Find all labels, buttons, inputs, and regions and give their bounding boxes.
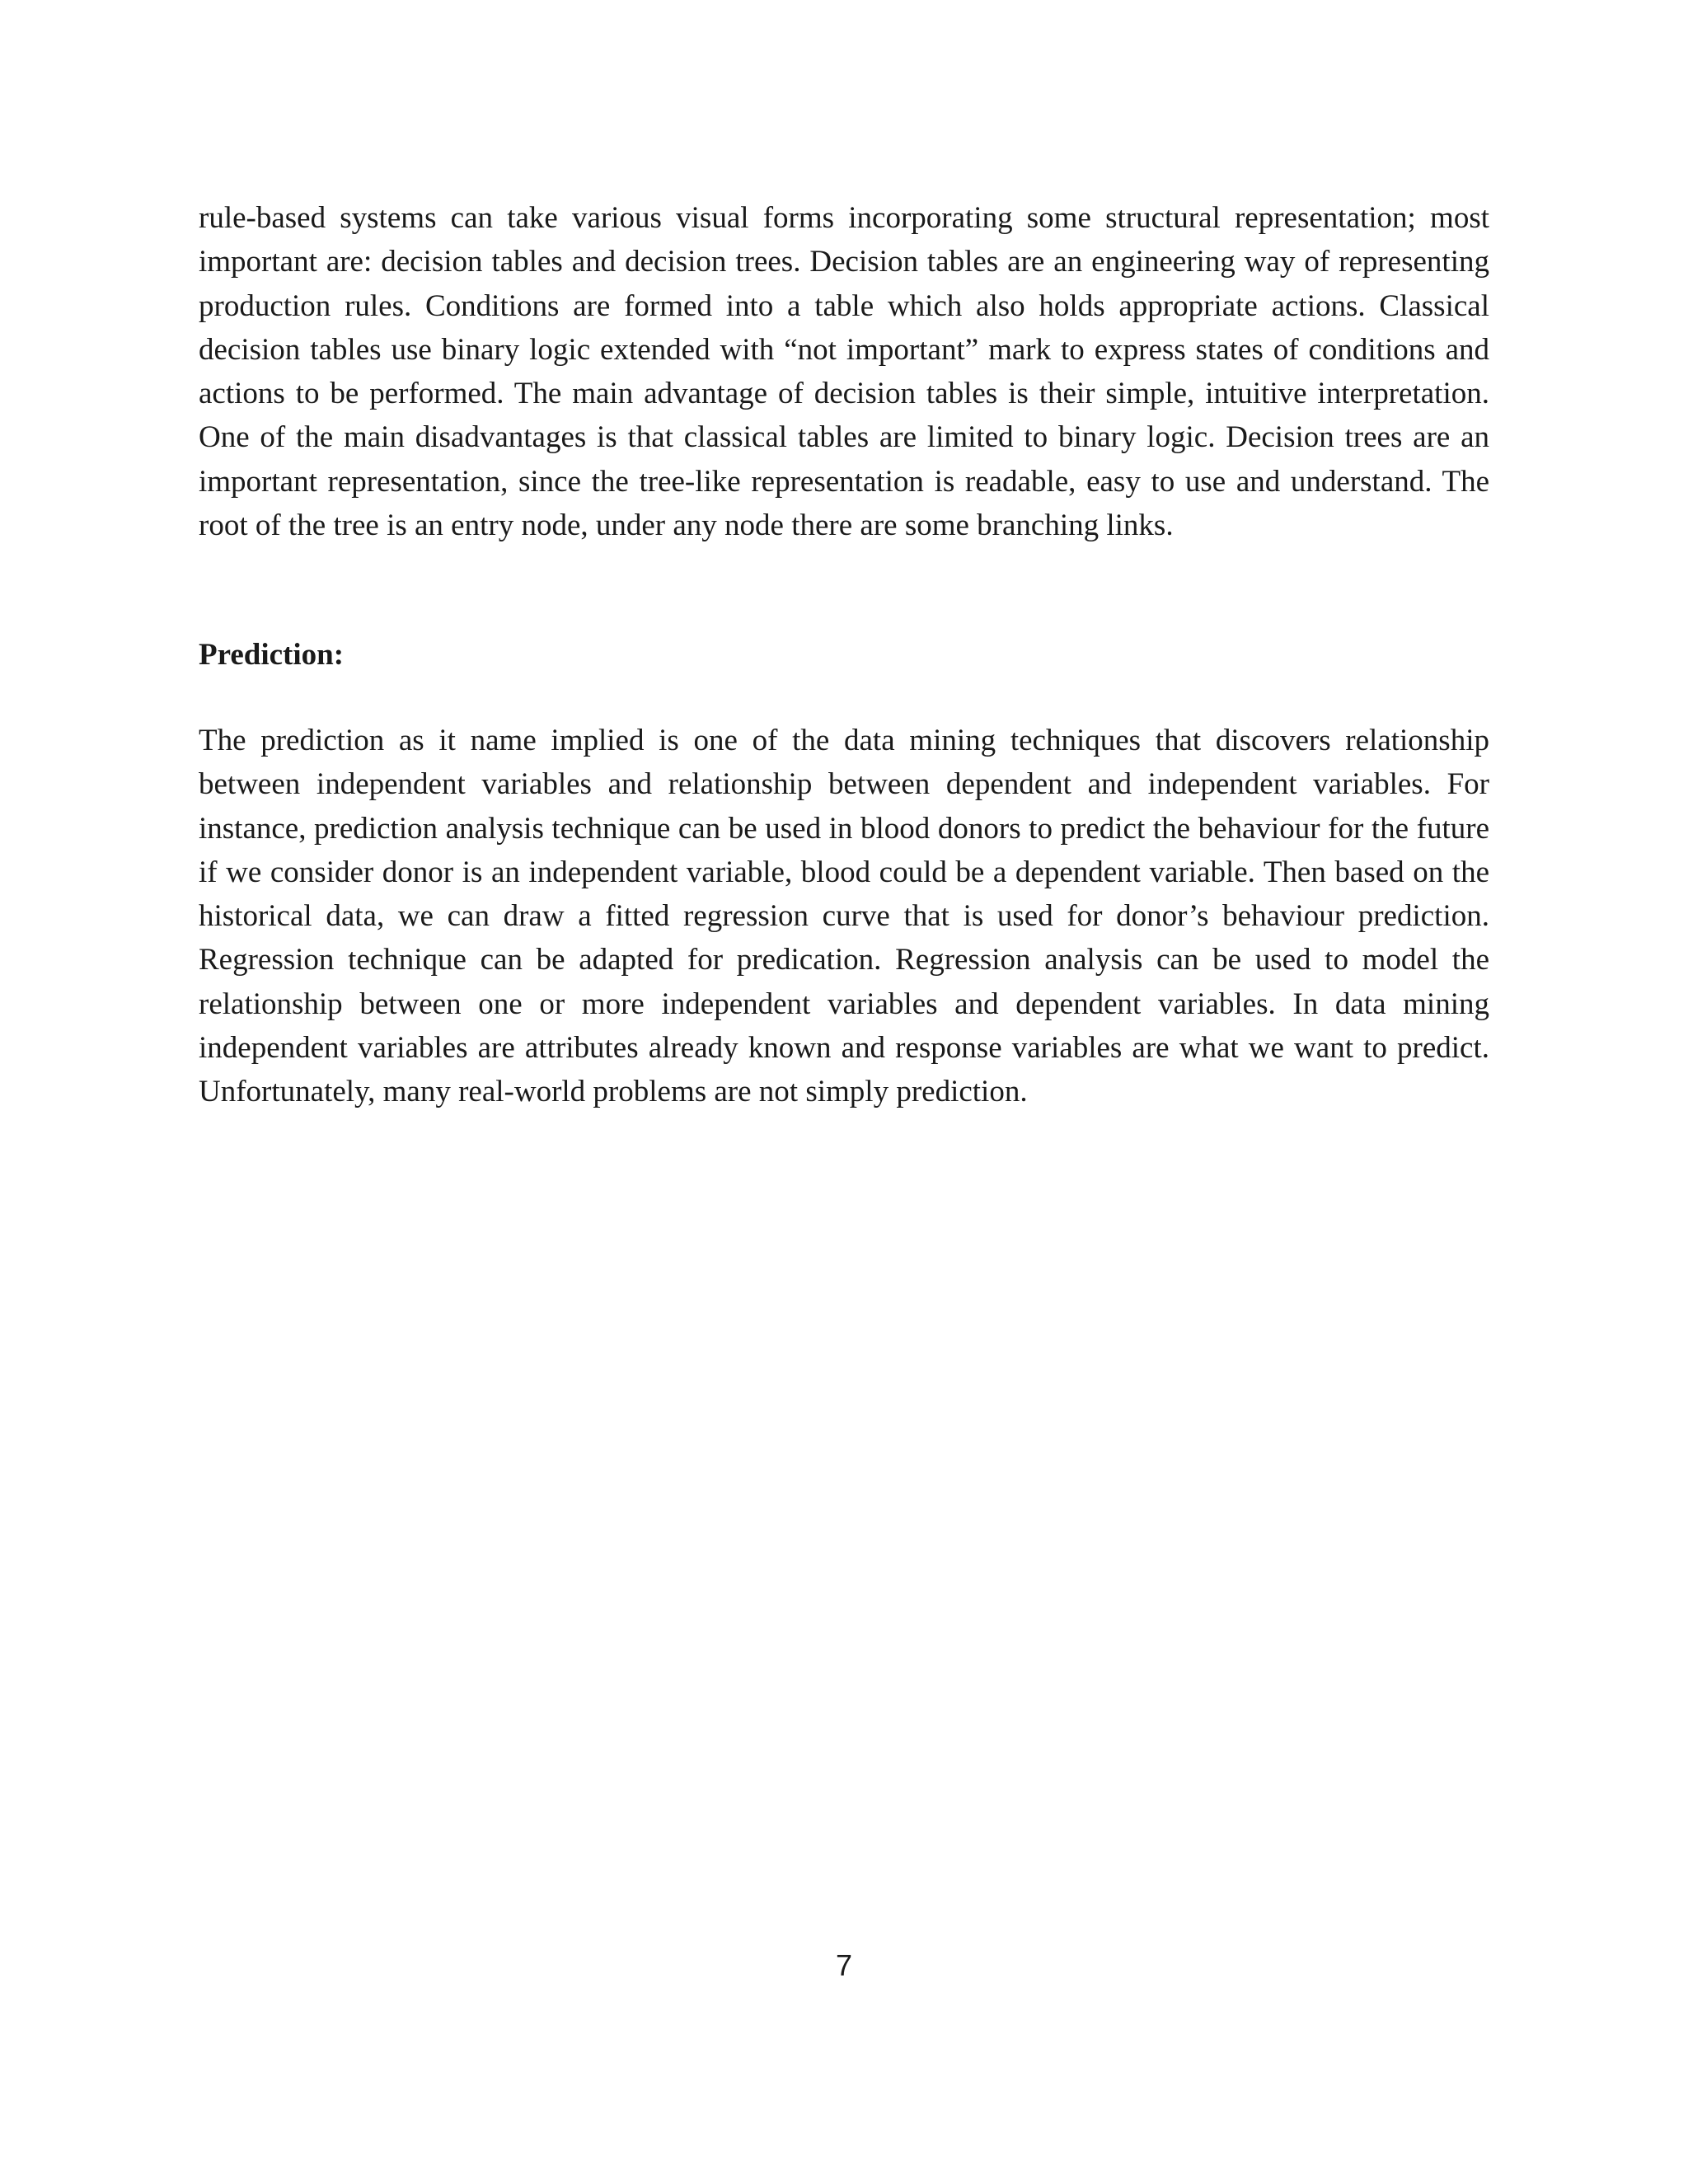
paragraph-rule-based-systems: rule-based systems can take various visual forms incorporating some structural representation; most important are: decision tables and decision trees. Decision tables are an engineering way of representing production rules. Conditions are formed into a table which also holds appropriate actions. Classical decision tables use binary logic extended with “not important” mark to express states of conditions and actions to be performed. The main advantage of decision tables is their simple, intuitive interpretation. One of the main disadvantages is that classical tables are limited to binary logic. Decision trees are an important representation, since the tree-like representation is readable, easy to use and understand. The root of the tree is an entry node, under any node there are some branching links.: [199, 201, 1489, 543]
page-number: 7: [835, 1948, 853, 1982]
section-heading-prediction: Prediction:: [199, 638, 345, 672]
paragraph-prediction: The prediction as it name implied is one of the data mining techniques that discovers relationship between independent variables and relationship between dependent and independent variables. For instance, prediction analysis technique can be used in blood donors to predict the behaviour for the future if we consider donor is an independent variable, blood could be a dependent variable. Then based on the historical data, we can draw a fitted regression curve that is used for donor’s behaviour prediction. Regression technique can be adapted for predication. Regression analysis can be used to model the relationship between one or more independent variables and dependent variables. In data mining independent variables are attributes already known and response variables are what we want to predict. Unfortunately, many real-world problems are not simply prediction.: [199, 724, 1489, 1109]
